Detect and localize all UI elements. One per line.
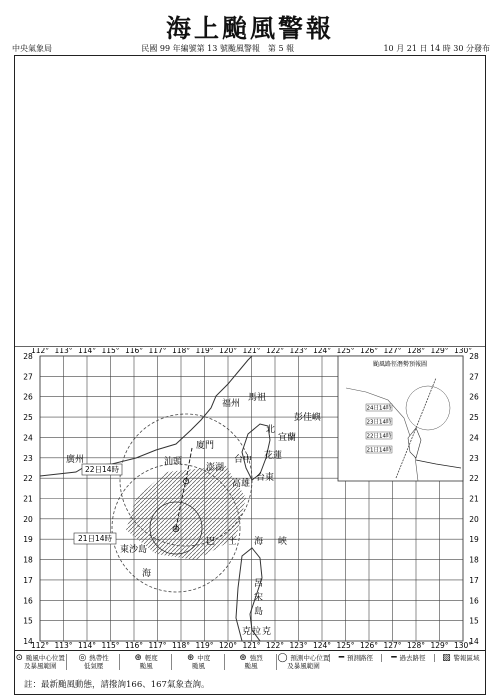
legend-symbol-icon: ━	[391, 653, 400, 663]
lat-label: 28	[23, 352, 33, 361]
lon-label: 119°	[195, 348, 214, 355]
lat-label: 28	[469, 352, 479, 361]
place-penghu: 澎湖	[206, 463, 225, 473]
lat-label: 20	[23, 514, 33, 524]
legend-symbol-icon: ▨	[442, 653, 454, 663]
legend-symbol-icon: ⊛	[134, 653, 145, 663]
lon-label: 130°	[453, 641, 473, 648]
lon-label: 113°	[54, 641, 73, 648]
lon-label: 128°	[406, 348, 426, 355]
place-dongsha: 東沙島	[120, 545, 148, 555]
lon-label: 121°	[242, 641, 261, 648]
legend-symbol-icon: ◯	[277, 653, 291, 663]
lat-label: 14	[23, 637, 33, 646]
legend-text: 輕度	[144, 654, 158, 662]
lon-label: 112°	[30, 641, 50, 648]
place-luzon3: 島	[254, 607, 264, 617]
lon-label: 116°	[124, 641, 144, 648]
legend-text: 颱風	[139, 662, 153, 670]
track-label-22	[82, 464, 122, 475]
lat-label: 19	[23, 535, 33, 545]
place-ke: 克	[242, 627, 252, 637]
lon-label: 112°	[30, 348, 50, 355]
svg-text:21日14時: 21日14時	[77, 534, 113, 543]
lon-label: 130°	[453, 348, 473, 355]
storm-center-symbol: ⊛	[171, 524, 181, 535]
lat-label: 21	[469, 494, 479, 504]
legend-item	[171, 654, 224, 670]
typhoon-map	[16, 348, 484, 652]
lat-label: 14	[469, 637, 479, 646]
legend-symbol-icon: ⊛	[239, 653, 250, 663]
place-hai2: 海	[142, 569, 152, 579]
legend-text: 過去路徑	[399, 654, 426, 662]
lon-label: 129°	[430, 348, 449, 355]
lat-label: 27	[469, 372, 479, 382]
lon-label: 123°	[289, 348, 308, 355]
legend-symbol-icon: ◎	[78, 653, 90, 663]
svg-text:23日14時: 23日14時	[366, 419, 392, 426]
lon-label: 121°	[242, 348, 261, 355]
place-shantou: 汕頭	[164, 457, 183, 467]
lat-label: 17	[469, 575, 479, 585]
lat-label: 20	[469, 514, 479, 524]
lon-label: 126°	[359, 348, 379, 355]
lon-label: 117°	[148, 641, 167, 648]
place-mazu: 馬祖	[248, 393, 267, 403]
lon-label: 116°	[124, 348, 144, 355]
legend-text: 中度	[197, 654, 211, 662]
lon-label: 118°	[171, 641, 191, 648]
legend-item	[119, 654, 172, 670]
legend-text: 及暴風範圍	[23, 662, 57, 670]
legend-symbol-icon: ⊛	[186, 653, 198, 663]
legend-item	[224, 654, 277, 670]
lat-label: 24	[23, 433, 33, 443]
lat-label: 26	[469, 392, 479, 402]
divider	[15, 346, 485, 347]
place-taidong: 台東	[256, 473, 275, 483]
place-taipei: 北	[266, 425, 276, 435]
lon-label: 127°	[383, 641, 402, 648]
lon-label: 125°	[336, 641, 355, 648]
place-taichung: 台中	[234, 455, 253, 465]
lat-label: 22	[23, 474, 33, 484]
lat-label: 22	[469, 474, 479, 484]
issue-time: 10 月 21 日 14 時 30 分發布	[383, 44, 490, 53]
legend-item	[14, 654, 66, 670]
legend-item	[329, 654, 382, 662]
place-xiamen: 廈門	[196, 441, 215, 451]
place-fuzhou: 福州	[222, 399, 241, 409]
lat-label: 24	[469, 433, 479, 443]
lat-label: 18	[23, 555, 33, 565]
lat-label: 26	[23, 392, 33, 402]
inset-map	[338, 356, 463, 481]
legend-symbol-icon: ⊙	[15, 653, 26, 663]
lat-label: 23	[469, 453, 479, 463]
lon-label: 119°	[195, 641, 214, 648]
place-bashi1: 巴	[206, 537, 216, 547]
lon-label: 122°	[265, 641, 285, 648]
map-svg	[16, 348, 484, 648]
lon-label: 114°	[77, 641, 97, 648]
place-xia: 峽	[278, 537, 288, 547]
svg-text:22日14時: 22日14時	[366, 433, 392, 440]
lon-label: 118°	[171, 348, 191, 355]
lon-label: 115°	[101, 641, 120, 648]
place-luzon1: 呂	[254, 579, 264, 589]
lon-label: 127°	[383, 348, 402, 355]
legend-text: 颱風	[244, 662, 258, 670]
svg-text:24日14時: 24日14時	[366, 405, 392, 412]
inset-title: 颱風路徑潛勢預報圖	[372, 361, 428, 368]
lon-label: 120°	[218, 348, 238, 355]
footer-note: 註：最新颱風動態，請撥詢166、167氣象查詢。	[24, 680, 210, 690]
lon-label: 126°	[359, 641, 379, 648]
lat-label: 15	[23, 616, 33, 626]
svg-text:22日14時: 22日14時	[84, 465, 120, 474]
page-title: 海上颱風警報	[165, 14, 334, 43]
place-pengjia: 彭佳嶼	[294, 413, 322, 423]
legend-symbol-icon: ━	[338, 653, 348, 663]
track-label-21	[74, 533, 116, 544]
legend-text: 強烈	[249, 654, 263, 662]
place-ke2: 克	[262, 627, 272, 637]
place-la: 拉	[252, 627, 262, 637]
legend-text: 及暴風範圍	[287, 662, 320, 670]
legend-item	[434, 654, 487, 662]
legend-text: 熱帶性	[89, 654, 109, 662]
lon-label: 128°	[406, 641, 426, 648]
lon-label: 124°	[312, 641, 332, 648]
lon-label: 129°	[430, 641, 449, 648]
legend-text: 預測路徑	[347, 654, 374, 662]
place-luzon2: 宋	[254, 593, 264, 603]
lat-label: 16	[23, 596, 33, 606]
lat-label: 18	[469, 555, 479, 565]
issue-number: 民國 99 年編號第 13 號颱風警報 第 5 報	[141, 44, 295, 53]
place-hualien: 花蓮	[264, 451, 283, 461]
map-legend	[14, 650, 486, 678]
agency-name: 中央氣象局	[12, 44, 52, 53]
legend-item	[66, 654, 119, 670]
lon-label: 115°	[101, 348, 120, 355]
lon-label: 125°	[336, 348, 355, 355]
place-hai: 海	[254, 537, 264, 547]
lat-label: 23	[23, 453, 33, 463]
legend-text: 颱風	[192, 662, 206, 670]
lat-label: 27	[23, 372, 33, 382]
lon-label: 117°	[148, 348, 167, 355]
lat-label: 25	[23, 413, 33, 423]
lat-label: 19	[469, 535, 479, 545]
forecast-center-symbol: ⊙	[182, 477, 190, 487]
legend-item	[381, 654, 434, 662]
lon-label: 123°	[289, 641, 308, 648]
legend-text: 警報區域	[453, 654, 480, 662]
lon-label: 122°	[265, 348, 285, 355]
lat-label: 17	[23, 575, 33, 585]
place-kaohsiung: 高雄	[232, 479, 251, 489]
legend-text: 預測中心位置	[290, 654, 330, 662]
lon-label: 113°	[54, 348, 73, 355]
lon-label: 120°	[218, 641, 238, 648]
lat-label: 15	[469, 616, 479, 626]
lon-label: 124°	[312, 348, 332, 355]
lat-label: 25	[469, 413, 479, 423]
lat-label: 16	[469, 596, 479, 606]
place-guangzhou: 廣州	[66, 455, 85, 465]
svg-text:21日14時: 21日14時	[366, 447, 392, 454]
lat-label: 21	[23, 494, 33, 504]
legend-text: 低氣壓	[83, 662, 104, 670]
legend-item	[276, 654, 329, 670]
legend-text: 颱風中心位置	[25, 654, 65, 662]
place-bashi2: 士	[228, 537, 238, 547]
place-yilan: 宜蘭	[278, 433, 297, 443]
lon-label: 114°	[77, 348, 97, 355]
report-header	[12, 44, 490, 54]
